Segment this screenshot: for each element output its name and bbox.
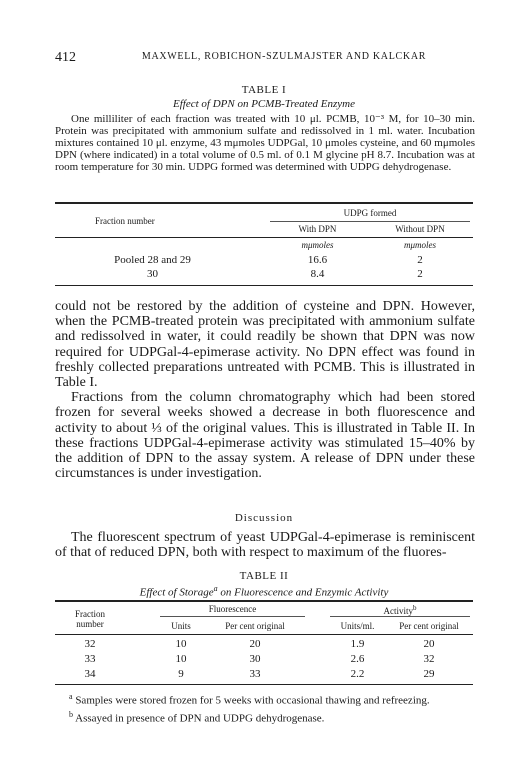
table2-row-pct-activity: 32 [423, 653, 435, 665]
table1-row-without: 2 [417, 254, 423, 266]
footnote-b [55, 708, 475, 726]
table2-row-units-ml: 2.6 [350, 653, 365, 665]
footnote-a [55, 690, 475, 708]
table1-col-with: With DPN [298, 224, 337, 234]
table2-caption [55, 584, 473, 599]
table2-row-fraction: 34 [84, 668, 96, 680]
table2-col-fraction-line2: number [76, 619, 104, 629]
table1-row-without: 2 [417, 268, 423, 280]
table2-row-units-ml: 2.2 [350, 668, 365, 680]
table2-row-fraction: 33 [84, 653, 96, 665]
table2-col-units: Units [171, 621, 191, 631]
table2-caption-footnote-mark: a [213, 584, 218, 593]
table1-header-rule [55, 237, 473, 238]
table1-col-without: Without DPN [395, 224, 445, 234]
table1-note: One milliliter of each fraction was treated with 10 μl. PCMB, 10⁻³ M, for 10–30 min. Protein was precipitated with ammonium sulfate and redissolved in 1 ml. water. Incubation mixtures contained 10 μl. enzyme, 43 mμmoles UDPGal, 10 μmoles cysteine, and 60 mμmoles DPN (where indicated) in a total volume of 0.5 ml. of 0.1 M glycine pH 8.7. Incubation was at room temperature for 30 min. UDPG formed was determined with UDPG dehydrogenase. [55, 113, 475, 173]
table1-unit-with: mμmoles [301, 240, 334, 250]
table2-col-units-ml: Units/ml. [340, 621, 375, 631]
table2-row-pct-activity: 29 [423, 668, 435, 680]
page-header [55, 50, 473, 66]
table1-top-rule [55, 202, 473, 204]
table2-row-units: 9 [178, 668, 184, 680]
table2-row-units-ml: 1.9 [350, 638, 365, 650]
body-paragraph: The fluorescent spectrum of yeast UDPGal-4-epimerase is reminiscent of that of reduced DPN, both with respect to maximum of the fluores- [55, 530, 475, 561]
table2-title: TABLE II [239, 570, 289, 582]
table1-caption: Effect of DPN on PCMB-Treated Enzyme [173, 98, 355, 110]
table2-row-units: 10 [175, 638, 187, 650]
table2-group-activity-label: Activity [383, 606, 413, 616]
table1-bottom-rule [55, 285, 473, 286]
section-heading: Discussion [234, 512, 294, 524]
table1-unit-without: mμmoles [403, 240, 436, 250]
table2-col-pct-activity: Per cent original [399, 621, 459, 631]
footnote-b-mark: b [69, 709, 73, 719]
table2-header-rule [55, 634, 473, 635]
table2-bottom-rule [55, 684, 473, 685]
table2-group-fluorescence: Fluorescence [208, 604, 257, 614]
table1-title: TABLE I [241, 84, 287, 96]
table1-row-with: 16.6 [307, 254, 328, 266]
table2-caption-rest: on Fluorescence and Enzymic Activity [217, 586, 389, 599]
table1-row-fraction: 30 [147, 268, 158, 280]
discussion-text [55, 530, 475, 561]
body-text [55, 299, 475, 481]
table2-activity-footnote-mark: b [413, 604, 417, 612]
table1-group-rule [270, 221, 470, 222]
running-head: MAXWELL, ROBICHON-SZULMAJSTER AND KALCKAR [141, 51, 427, 62]
table2-footnotes [55, 690, 475, 725]
table2-row-fraction: 32 [84, 638, 96, 650]
footnote-a-mark: a [69, 692, 73, 701]
table1-col-fraction: Fraction number [95, 216, 155, 226]
table2-row-pct-fluor: 33 [249, 668, 261, 680]
table2-caption-main: Effect of Storage [139, 586, 214, 599]
table1-row-fraction: Pooled 28 and 29 [114, 254, 191, 266]
page-number: 412 [55, 50, 76, 65]
table1-row-with: 8.4 [310, 268, 325, 280]
table1-group-header: UDPG formed [343, 208, 397, 218]
table2-row-pct-fluor: 20 [249, 638, 261, 650]
body-paragraph: Fractions from the column chromatography which had been stored frozen for several weeks showed a decrease in both fluorescence and activity to about ⅓ of the original values. This is illustrated in Table II. In these fractions UDPGal-4-epimerase activity was stimulated 15–40% by the addition of DPN to the assay system. A release of DPN under these circumstances is under investigation. [55, 390, 475, 482]
table2-col-fraction-line1: Fraction [75, 609, 105, 619]
body-paragraph: could not be restored by the addition of cysteine and DPN. However, when the PCMB-treated protein was precipitated with ammonium sulfate and redissolved in water, it could readily be shown that DPN was now required for UDPGal-4-epimerase activity. No DPN effect was found in freshly collected preparations untreated with PCMB. This is illustrated in Table I. [55, 299, 475, 391]
table2-top-rule [55, 600, 473, 602]
footnote-b-text: Assayed in presence of DPN and UDPG dehydrogenase. [73, 712, 325, 725]
table2-group-activity [330, 604, 470, 616]
table2-row-pct-activity: 20 [423, 638, 435, 650]
table2-row-pct-fluor: 30 [249, 653, 261, 665]
table2-activity-rule [330, 616, 470, 617]
table2-fluor-rule [160, 616, 305, 617]
table2-row-units: 10 [175, 653, 187, 665]
table2-col-pct-fluor: Per cent original [225, 621, 285, 631]
footnote-a-text: Samples were stored frozen for 5 weeks with occasional thawing and refreezing. [72, 694, 430, 707]
